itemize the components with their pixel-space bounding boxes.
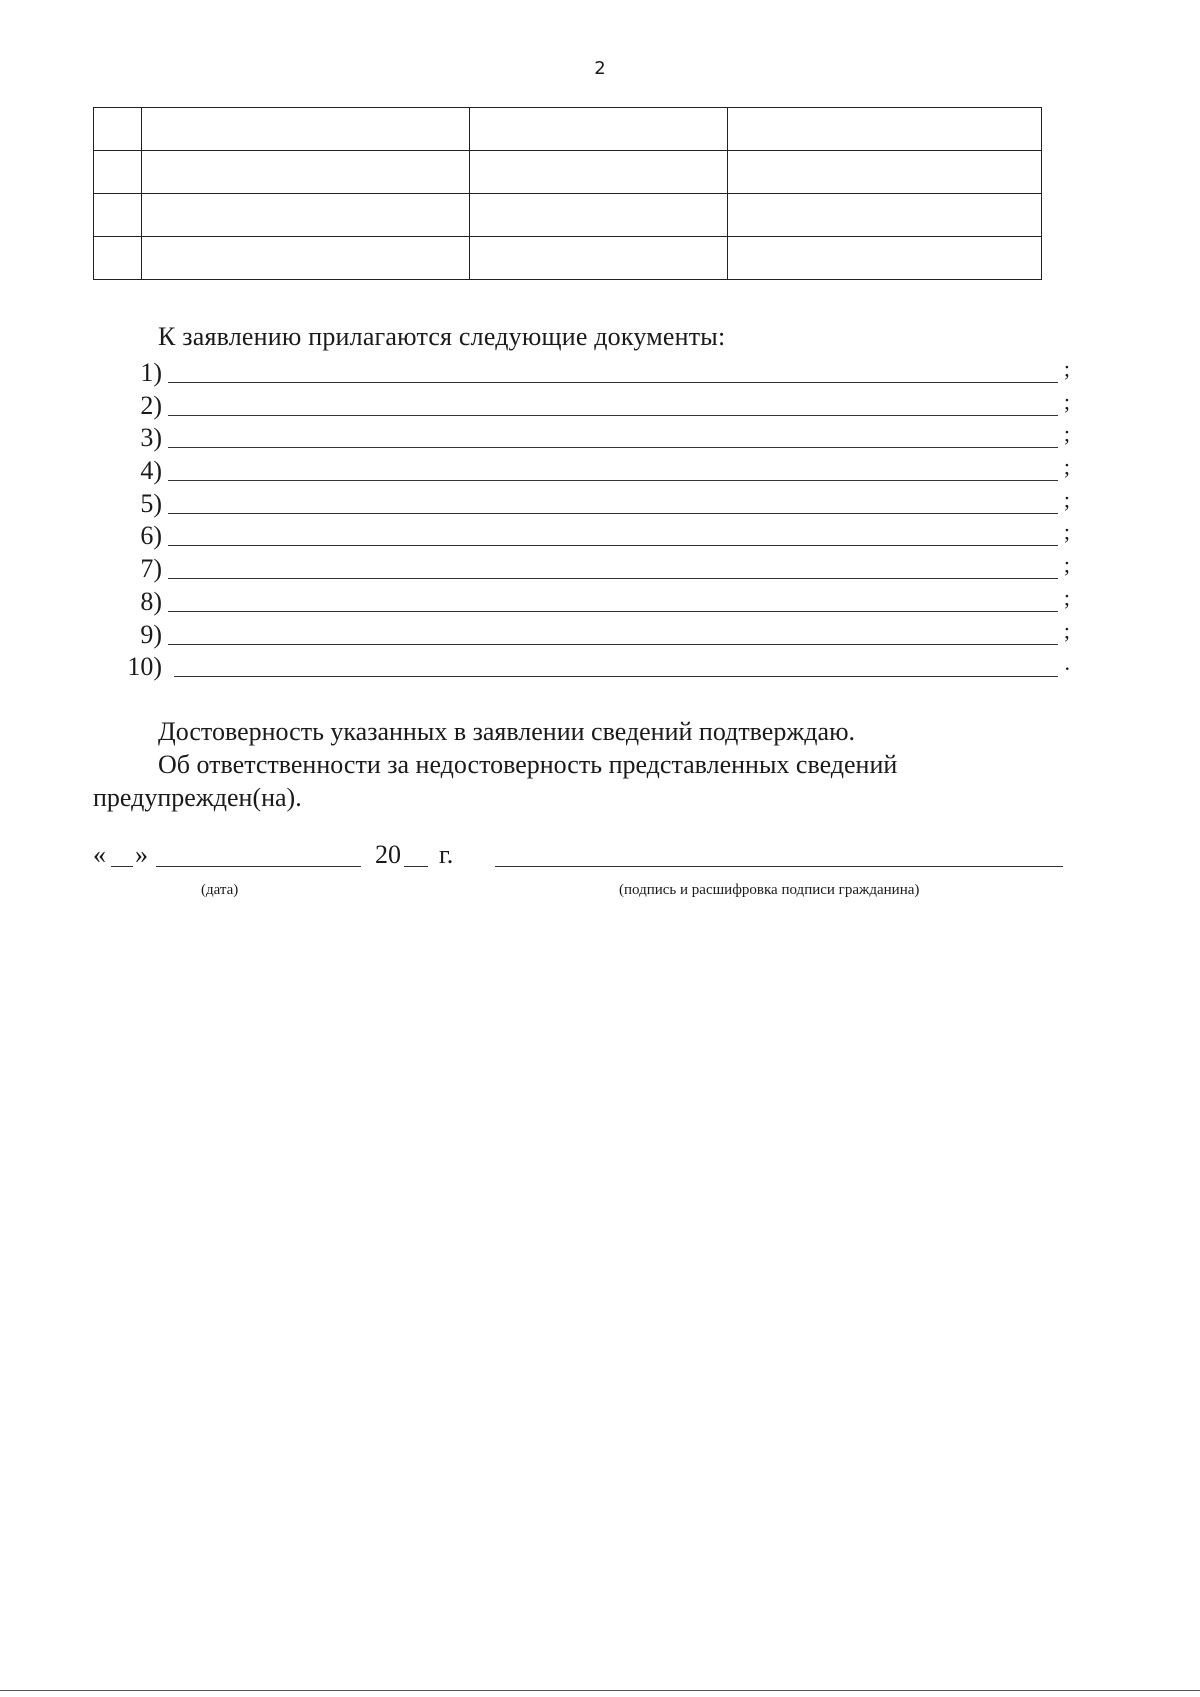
list-item-number: 4) xyxy=(140,456,162,486)
date-quote-close: » xyxy=(135,840,148,869)
attachment-field[interactable] xyxy=(174,676,1058,677)
year-prefix: 20 xyxy=(375,840,401,869)
list-item-terminator: ; xyxy=(1063,421,1070,447)
list-item-terminator: ; xyxy=(1063,584,1070,610)
list-item-number: 3) xyxy=(140,423,162,453)
table-row xyxy=(94,194,1042,237)
table-cell[interactable] xyxy=(728,194,1042,237)
list-item xyxy=(110,617,1070,653)
list-item-terminator: ; xyxy=(1063,617,1070,643)
attachment-field[interactable] xyxy=(168,415,1058,416)
list-item-terminator: ; xyxy=(1063,454,1070,480)
table-cell[interactable] xyxy=(94,151,142,194)
statement-line-3: предупрежден(на). xyxy=(93,783,302,812)
table-cell[interactable] xyxy=(142,108,470,151)
table-row xyxy=(94,237,1042,280)
attachment-field[interactable] xyxy=(168,382,1058,383)
attachment-field[interactable] xyxy=(168,611,1058,612)
list-item xyxy=(110,423,1070,456)
list-item xyxy=(110,456,1070,489)
attachment-field[interactable] xyxy=(168,513,1058,514)
table-row xyxy=(94,151,1042,194)
table-cell[interactable] xyxy=(470,237,728,280)
table-cell[interactable] xyxy=(142,194,470,237)
month-field[interactable] xyxy=(156,866,361,867)
list-item-terminator: ; xyxy=(1063,356,1070,381)
list-item-number: 9) xyxy=(140,619,162,649)
attachment-field[interactable] xyxy=(168,447,1058,448)
list-item xyxy=(110,652,1070,685)
list-item-number: 10) xyxy=(127,652,162,682)
list-item xyxy=(110,521,1070,554)
list-item-terminator: . xyxy=(1064,650,1070,676)
list-item xyxy=(110,388,1070,424)
list-item-terminator: ; xyxy=(1063,388,1070,414)
attachment-field[interactable] xyxy=(168,480,1058,481)
page-number: 2 xyxy=(594,58,606,79)
year-field[interactable] xyxy=(404,866,428,867)
year-suffix: г. xyxy=(439,840,454,869)
list-item xyxy=(110,584,1070,620)
attachment-field[interactable] xyxy=(168,578,1058,579)
date-caption: (дата) xyxy=(201,882,239,898)
bottom-rule xyxy=(0,1690,1200,1691)
list-item-number: 1) xyxy=(140,358,162,387)
attachments-list xyxy=(110,358,1070,685)
statement-line-2: Об ответственности за недостоверность представленных сведений xyxy=(158,750,898,779)
day-field[interactable] xyxy=(111,866,133,867)
statement-line-1: Достоверность указанных в заявлении сведений подтверждаю. xyxy=(158,717,855,746)
table-cell[interactable] xyxy=(470,151,728,194)
table-row xyxy=(94,108,1042,151)
table-cell[interactable] xyxy=(728,237,1042,280)
signature-row xyxy=(93,840,1073,880)
list-item-terminator: ; xyxy=(1063,519,1070,545)
signature-caption: (подпись и расшифровка подписи гражданина) xyxy=(619,882,920,898)
list-item-number: 6) xyxy=(140,521,162,551)
attachment-field[interactable] xyxy=(168,644,1058,645)
form-table xyxy=(93,107,1042,280)
attachment-field[interactable] xyxy=(168,545,1058,546)
table-cell[interactable] xyxy=(94,237,142,280)
table-cell[interactable] xyxy=(142,237,470,280)
table-cell[interactable] xyxy=(470,108,728,151)
list-item-number: 2) xyxy=(140,390,162,420)
list-item xyxy=(110,554,1070,587)
list-item xyxy=(110,486,1070,522)
table-cell[interactable] xyxy=(94,194,142,237)
table-cell[interactable] xyxy=(728,151,1042,194)
signature-field[interactable] xyxy=(495,866,1063,867)
list-item-terminator: ; xyxy=(1063,552,1070,578)
table-cell[interactable] xyxy=(94,108,142,151)
table-cell[interactable] xyxy=(470,194,728,237)
table-cell[interactable] xyxy=(728,108,1042,151)
list-item xyxy=(110,358,1070,391)
table-cell[interactable] xyxy=(142,151,470,194)
attachments-heading: К заявлению прилагаются следующие документы: xyxy=(158,322,726,351)
list-item-number: 7) xyxy=(140,554,162,584)
list-item-number: 8) xyxy=(140,586,162,616)
list-item-number: 5) xyxy=(140,488,162,518)
list-item-terminator: ; xyxy=(1063,486,1070,512)
date-quote-open: « xyxy=(93,840,106,869)
